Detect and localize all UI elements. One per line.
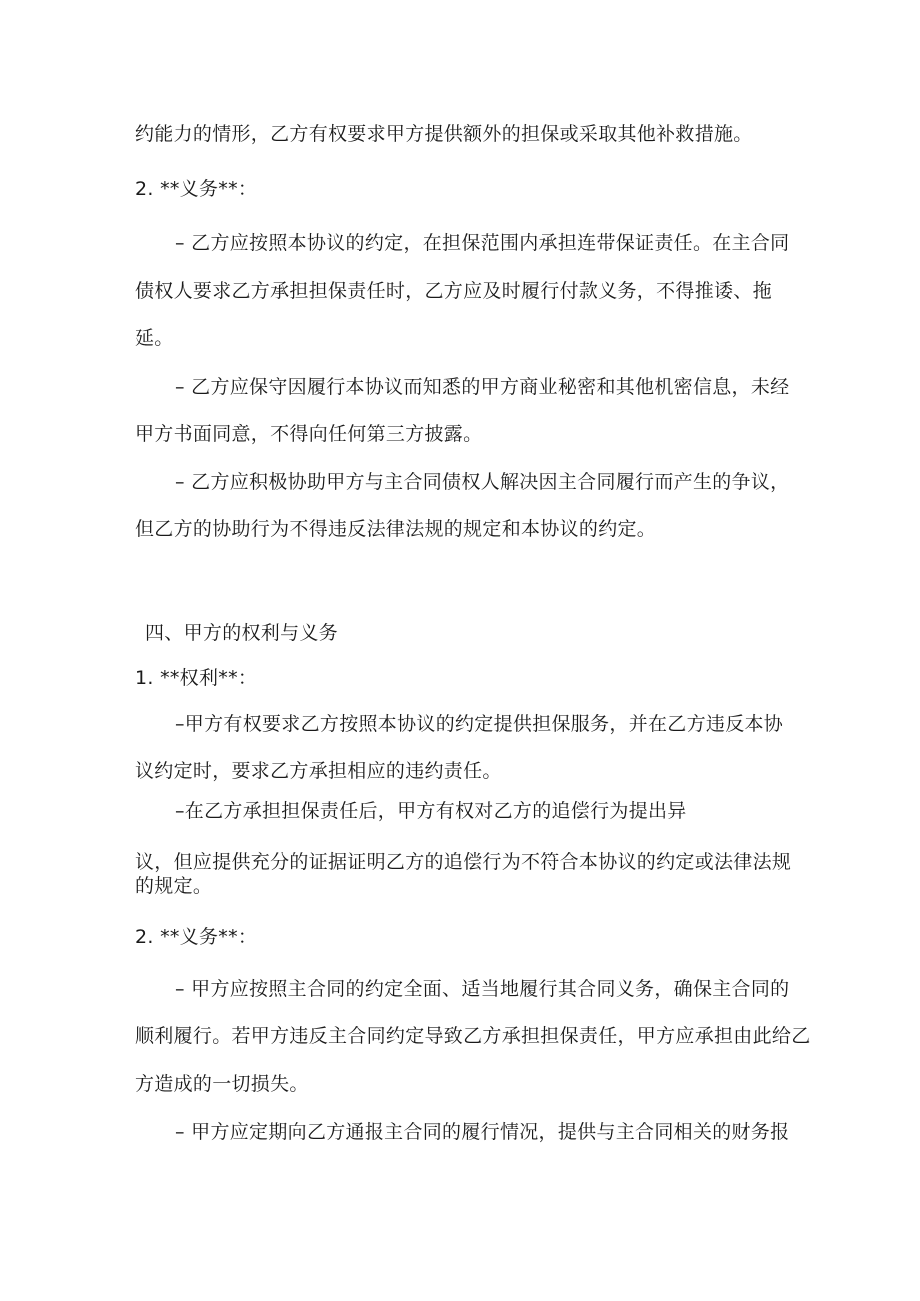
party-b-obligation-1-line-1: – 乙方应按照本协议的约定，在担保范围内承担连带保证责任。在主合同 — [175, 232, 790, 254]
party-a-right-2-line-1: –在乙方承担担保责任后，甲方有权对乙方的追偿行为提出异 — [175, 800, 687, 822]
party-a-obligation-1-line-3: 方造成的一切损失。 — [135, 1073, 309, 1095]
rights-tail-text: 约能力的情形，乙方有权要求甲方提供额外的担保或采取其他补救措施。 — [135, 123, 753, 145]
party-a-obligation-1-line-1: – 甲方应按照主合同的约定全面、适当地履行其合同义务，确保主合同的 — [175, 978, 790, 1000]
party-a-right-2-line-2: 议，但应提供充分的证据证明乙方的追偿行为不符合本协议的约定或法律法规 — [135, 851, 792, 873]
party-a-obligation-1-line-2: 顺利履行。若甲方违反主合同约定导致乙方承担担保责任，甲方应承担由此给乙 — [135, 1025, 811, 1047]
party-b-obligation-2-line-2: 甲方书面同意，不得向任何第三方披露。 — [135, 423, 483, 445]
party-a-obligation-2-line-1: – 甲方应定期向乙方通报主合同的履行情况，提供与主合同相关的财务报 — [175, 1121, 790, 1143]
section-4-title: 四、甲方的权利与义务 — [145, 622, 339, 644]
party-a-right-2-line-3: 的规定。 — [135, 875, 213, 897]
party-a-rights-heading: 1. **权利**： — [135, 667, 258, 689]
party-a-right-1-line-1: –甲方有权要求乙方按照本协议的约定提供担保服务，并在乙方违反本协 — [175, 713, 784, 735]
party-a-obligations-heading: 2. **义务**： — [135, 926, 258, 948]
party-b-obligation-1-line-3: 延。 — [135, 327, 174, 349]
party-b-obligations-heading: 2. **义务**： — [135, 178, 258, 200]
party-b-obligation-2-line-1: – 乙方应保守因履行本协议而知悉的甲方商业秘密和其他机密信息，未经 — [175, 376, 790, 398]
party-b-obligation-3-line-2: 但乙方的协助行为不得违反法律法规的规定和本协议的约定。 — [135, 518, 657, 540]
party-b-obligation-1-line-2: 债权人要求乙方承担担保责任时，乙方应及时履行付款义务，不得推诿、拖 — [135, 280, 772, 302]
party-a-right-1-line-2: 议约定时，要求乙方承担相应的违约责任。 — [135, 760, 502, 782]
party-b-obligation-3-line-1: – 乙方应积极协助甲方与主合同债权人解决因主合同履行而产生的争议， — [175, 471, 790, 493]
